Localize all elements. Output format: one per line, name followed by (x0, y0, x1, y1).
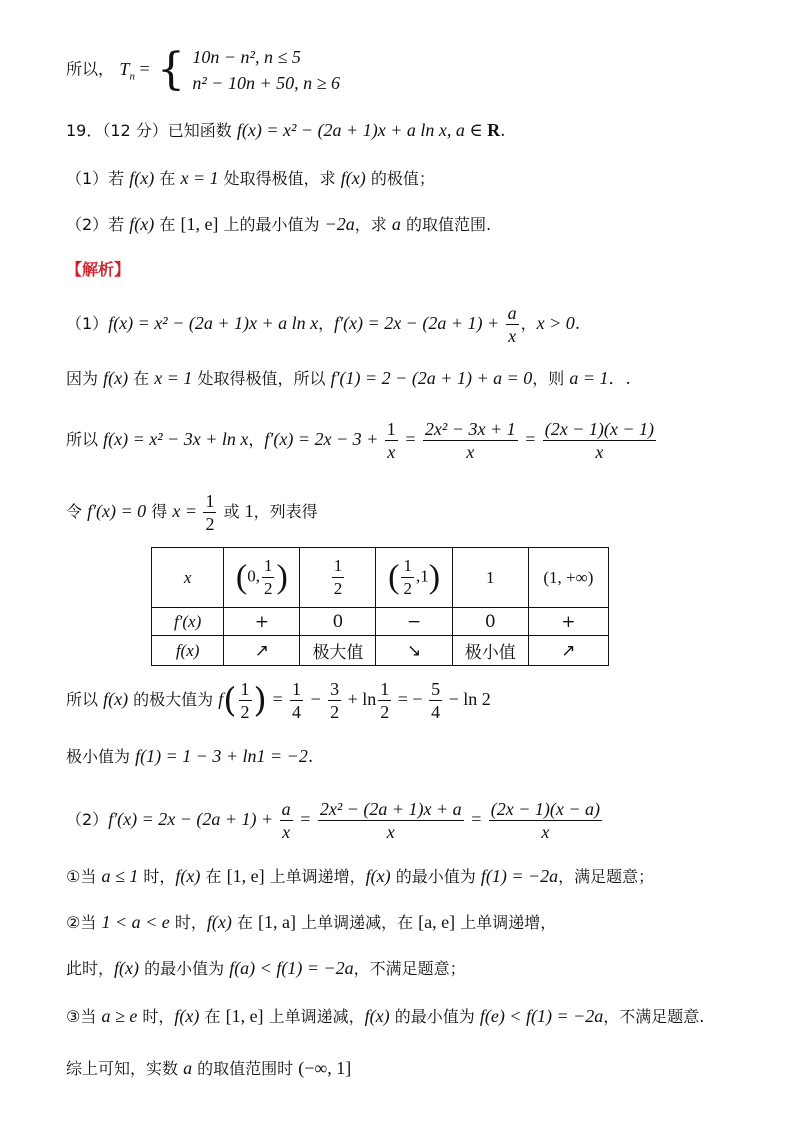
num: a (281, 799, 291, 819)
t: 处取得极值，所以 (192, 369, 331, 388)
t: 处取得极值，求 (218, 169, 341, 188)
m: f(x) (174, 1006, 200, 1026)
table-cell: f(x) (152, 636, 224, 666)
t: 上的最小值为 (218, 215, 325, 234)
table-cell: + (224, 608, 300, 636)
t: 令 (66, 502, 88, 521)
m: a (183, 1058, 193, 1078)
num: 1 (240, 679, 250, 699)
eq: = (134, 58, 150, 79)
solution-line-6 (66, 744, 313, 769)
tn-piecewise-line (66, 44, 340, 96)
t: 所以 (66, 690, 104, 709)
solution-line-11 (66, 1004, 704, 1029)
den: x (282, 822, 291, 842)
brace: { (157, 44, 185, 95)
table-cell: 1 (452, 548, 528, 608)
case-2: n² − 10n + 50, n ≥ 6 (192, 73, 340, 93)
t: （1）若 (66, 169, 130, 188)
m: f(x) (114, 958, 139, 978)
t: ，不满足题意. (603, 1007, 705, 1026)
eq: = (519, 429, 541, 449)
t: 在 (231, 913, 258, 932)
eq: = (399, 429, 421, 449)
m: a = 1 (569, 368, 609, 388)
table-row (152, 608, 609, 636)
t: 在 (200, 867, 227, 886)
num: 5 (431, 679, 441, 699)
m: x > 0 (536, 313, 575, 333)
num: 1 (205, 491, 215, 511)
table-row (152, 636, 609, 666)
t: 的取值范围. (400, 215, 492, 234)
q-number: 19．（12 分）已知函数 (66, 121, 237, 140)
tn-sub: n (129, 70, 135, 83)
table-cell (300, 548, 376, 608)
question-19 (66, 118, 506, 143)
fraction (328, 678, 341, 723)
table-row (152, 548, 609, 608)
tn-symbol (119, 58, 135, 83)
t: 的极大值为 (128, 690, 219, 709)
t: ，满足题意； (558, 867, 655, 886)
solution-line-5: 所以 f(x) 的极大值为 f( $\frac{1}{2}$ ) = $\frac{1}{4}$ − $\frac{3}{2}$ + ln $\frac{1}{2}$ = − $\frac{5}{4}$ − ln 2 (66, 679, 491, 722)
den: x (386, 822, 395, 842)
m: f(x) = x² − (2a + 1)x + a ln x (108, 313, 319, 333)
den: x (466, 442, 475, 462)
fraction (401, 555, 414, 600)
monotonicity-table (151, 547, 609, 666)
op: = − (393, 689, 428, 709)
t: （2） (66, 810, 109, 829)
eq: = (294, 809, 316, 829)
solution-line-2 (66, 366, 631, 391)
num: a (507, 303, 517, 323)
den: 2 (380, 702, 390, 722)
num: 1 (262, 555, 275, 578)
den: 4 (291, 702, 301, 722)
den: x (387, 442, 396, 462)
question-part-2 (66, 212, 491, 237)
t: 的最小值为 (139, 959, 230, 978)
solution-conclusion (66, 1056, 351, 1081)
table-cell: x (152, 548, 224, 608)
m: f′(1) = 2 − (2a + 1) + a = 0 (330, 368, 533, 388)
t: 在 (199, 1007, 226, 1026)
fraction (385, 418, 398, 463)
analysis-heading: 【解析】 (66, 260, 131, 279)
m: f(1) = −2a (480, 866, 559, 886)
den: 2 (333, 579, 343, 598)
fraction (290, 678, 303, 723)
t: 的最小值为 (389, 1007, 480, 1026)
m: f′(x) = 2x − 3 + (264, 429, 383, 449)
m: x = 1 (154, 368, 193, 388)
den: x (508, 326, 517, 346)
cases (192, 44, 340, 96)
question-part-1 (66, 166, 435, 191)
real-set: R (487, 120, 501, 140)
t: 极小值为 (66, 747, 136, 766)
m: f′(x) = 0 (87, 501, 147, 521)
m: f(x) (206, 912, 232, 932)
t: ，不满足题意； (353, 959, 466, 978)
m: f(x) (364, 1006, 390, 1026)
increasing-arrow-icon: ↗ (224, 636, 300, 666)
m: x = 1 (180, 168, 219, 188)
t: . (307, 747, 314, 767)
text: 所以， (66, 59, 115, 79)
m: [1, e] (225, 1006, 264, 1026)
t: 的最小值为 (390, 867, 481, 886)
t: ， (248, 430, 265, 449)
m: a ≥ e (101, 1006, 138, 1026)
m: f(x) (129, 168, 155, 188)
num: 1 (380, 679, 390, 699)
t: 在 (154, 215, 181, 234)
t: 在 (154, 169, 181, 188)
fraction (318, 798, 464, 843)
fraction (423, 418, 518, 463)
fraction (332, 555, 345, 600)
t: . (574, 314, 581, 334)
t: ，求 (354, 215, 392, 234)
m: [1, e] (180, 214, 219, 234)
t: ②当 (66, 913, 102, 932)
fraction (506, 302, 519, 347)
num: (2x − 1)(x − a) (490, 799, 601, 819)
t: ，则 (532, 369, 570, 388)
solution-line-10 (66, 956, 466, 981)
table-cell: (0, $\frac{1}{2}$ ) (224, 548, 300, 608)
m: a (391, 214, 401, 234)
table-cell: (1, +∞) (528, 548, 608, 608)
num: 2x² − (2a + 1)x + a (319, 799, 462, 819)
m: f(x) (340, 168, 366, 188)
t: ①当 (66, 867, 102, 886)
m: f (218, 689, 224, 709)
solution-line-8 (66, 864, 654, 889)
den: 2 (240, 702, 250, 722)
num: 1 (386, 419, 396, 439)
table-cell: 极大值 (300, 636, 376, 666)
interval-start: 0, (247, 566, 260, 586)
fraction (543, 418, 656, 463)
t: 得 (146, 502, 173, 521)
m: f(x) (365, 866, 391, 886)
table-cell: 0 (452, 608, 528, 636)
m: 1 < a < e (101, 912, 170, 932)
table-cell: 极小值 (452, 636, 528, 666)
fraction (203, 490, 216, 535)
eq: = (465, 809, 487, 829)
table-cell: 0 (300, 608, 376, 636)
den: 4 (431, 702, 441, 722)
num: 1 (291, 679, 301, 699)
num: 2x² − 3x + 1 (424, 419, 516, 439)
t: 上单调递增， (455, 913, 557, 932)
tn-lhs: T (119, 58, 130, 79)
m: −2a (324, 214, 355, 234)
t: 所以 (66, 430, 104, 449)
t: （1） (66, 314, 109, 333)
op: + ln (343, 689, 377, 709)
m: [1, a] (258, 912, 296, 932)
solution-line-3 (66, 418, 658, 463)
solution-line-1 (66, 302, 580, 347)
solution-line-7 (66, 798, 604, 843)
den: x (595, 442, 604, 462)
fraction (239, 678, 252, 723)
t: 或 (218, 502, 245, 521)
den: 2 (205, 514, 215, 534)
num: (2x − 1)(x − 1) (544, 419, 654, 439)
m: a ≤ 1 (101, 866, 139, 886)
table-cell: ( $\frac{1}{2}$ ,1) (376, 548, 452, 608)
t: 时， (137, 1007, 175, 1026)
m: f(x) (129, 214, 155, 234)
t: 上单调递减，在 (295, 913, 419, 932)
m: f(x) (103, 368, 129, 388)
m: x = (172, 501, 202, 521)
m: f(a) < f(1) = −2a (229, 958, 354, 978)
t: 此时， (66, 959, 115, 978)
num: 1 (332, 555, 345, 578)
m: f(x) (103, 689, 129, 709)
m: f′(x) = 2x − (2a + 1) + (334, 313, 504, 333)
interval-end: ,1 (415, 566, 429, 586)
t: 在 (128, 369, 155, 388)
m: f(x) (175, 866, 201, 886)
op: − (304, 689, 327, 709)
t: ， (520, 314, 537, 333)
t: 的极值； (365, 169, 435, 188)
t: 因为 (66, 369, 104, 388)
num: 3 (330, 679, 340, 699)
t: 上单调递增， (264, 867, 366, 886)
t: 上单调递减， (263, 1007, 365, 1026)
den: 2 (330, 702, 340, 722)
num: 1 (401, 555, 414, 578)
den: 2 (263, 579, 273, 598)
t: 的取值范围时 (192, 1059, 299, 1078)
t: 时， (138, 867, 176, 886)
solution-line-9 (66, 910, 556, 935)
m: [1, e] (226, 866, 265, 886)
m: f(1) = 1 − 3 + ln1 = −2 (135, 746, 308, 766)
fraction (280, 798, 293, 843)
t: ③当 (66, 1007, 102, 1026)
fraction (378, 678, 391, 723)
t: ， (318, 314, 335, 333)
t: （2）若 (66, 215, 130, 234)
den: 2 (403, 579, 412, 598)
case-1: 10n − n², n ≤ 5 (192, 47, 301, 67)
m: − ln 2 (444, 689, 491, 709)
increasing-arrow-icon: ↗ (528, 636, 608, 666)
m: f′(x) = 2x − (2a + 1) + (108, 809, 278, 829)
table-cell: + (528, 608, 608, 636)
t: ，列表得 (253, 502, 318, 521)
t: ．. (608, 369, 631, 389)
fraction (489, 798, 602, 843)
den: x (541, 822, 550, 842)
t: 时， (169, 913, 207, 932)
m: 1 (244, 501, 254, 521)
t: 综上可知，实数 (66, 1059, 184, 1078)
fraction (262, 555, 275, 600)
solution-line-4 (66, 490, 318, 535)
table-cell: − (376, 608, 452, 636)
m: f(e) < f(1) = −2a (479, 1006, 604, 1026)
m: f(x) = x² − 3x + ln x (103, 429, 249, 449)
m: (−∞, 1] (298, 1058, 352, 1078)
table-cell: f′(x) (152, 608, 224, 636)
period: . (500, 121, 506, 141)
decreasing-arrow-icon: ↘ (376, 636, 452, 666)
m: [a, e] (418, 912, 456, 932)
fraction (429, 678, 442, 723)
q-expr: f(x) = x² − (2a + 1)x + a ln x, a ∈ (236, 120, 488, 140)
eq: = (266, 689, 288, 709)
